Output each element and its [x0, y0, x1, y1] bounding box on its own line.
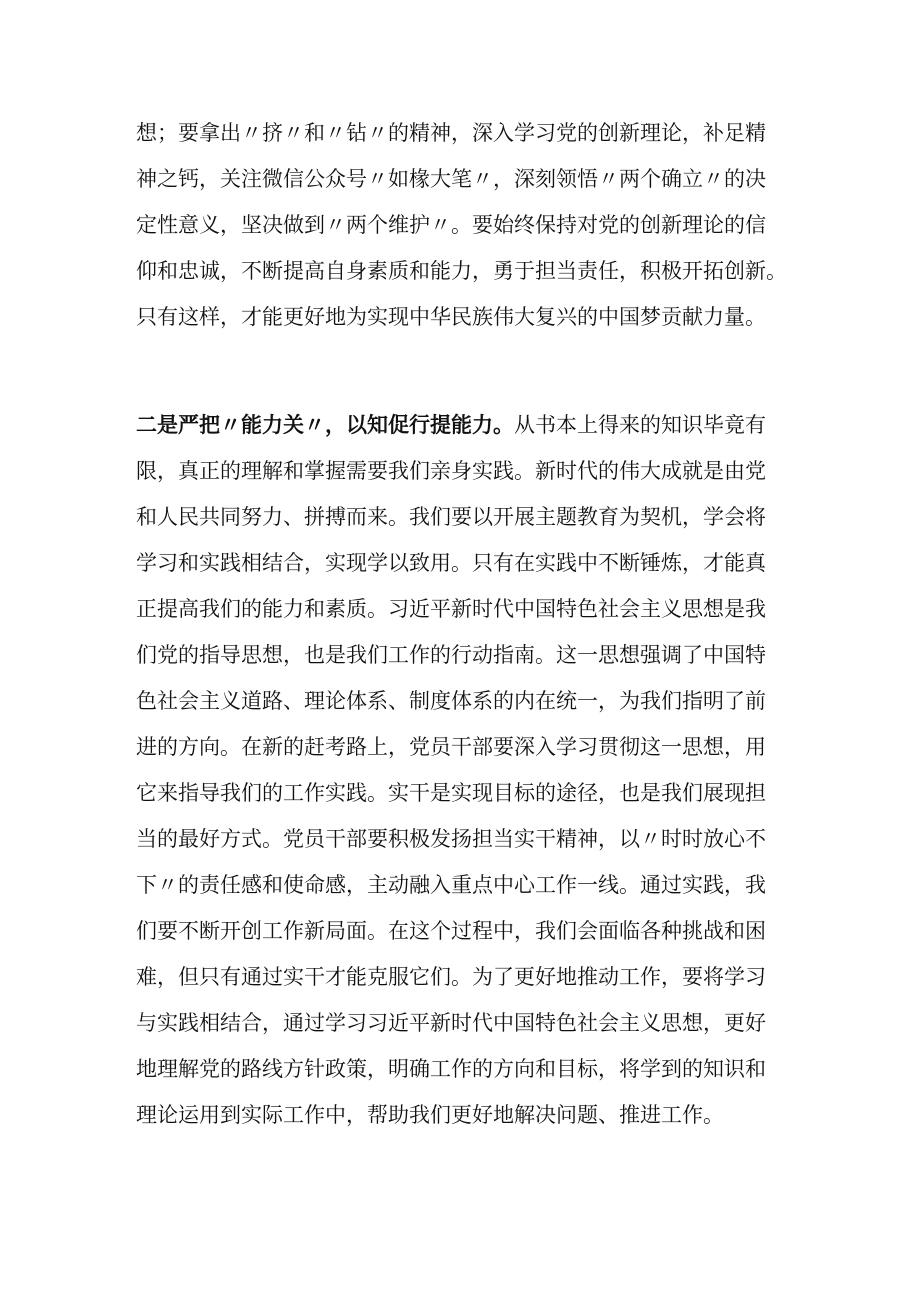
paragraph-2-first-line-rest: 从书本上得来的知识毕竟有: [514, 413, 766, 437]
paragraph-2-line-10: 当的最好方式。党员干部要积极发扬担当实干精神，以〃时时放心不: [136, 827, 766, 851]
paragraph-2-line-1: [136, 402, 806, 448]
paragraph-2-line-15: 地理解党的路线方针政策，明确工作的方向和目标，将学到的知识和: [136, 1057, 766, 1081]
paragraph-2-line-6: 们党的指导思想，也是我们工作的行动指南。这一思想强调了中国特: [136, 643, 766, 667]
paragraph-2-line-3: 和人民共同努力、拼搏而来。我们要以开展主题教育为契机，学会将: [136, 505, 766, 529]
paragraph-2-line-9: 它来指导我们的工作实践。实干是实现目标的途径，也是我们展现担: [136, 781, 766, 805]
paragraph-2-line-13: 难，但只有通过实干才能克服它们。为了更好地推动工作，要将学习: [136, 965, 766, 989]
paragraph-2-line-4: 学习和实践相结合，实现学以致用。只有在实践中不断锤炼，才能真: [136, 551, 766, 575]
paragraph-2-line-7: 色社会主义道路、理论体系、制度体系的内在统一，为我们指明了前: [136, 689, 766, 713]
paragraph-2-line-12: 们要不断开创工作新局面。在这个过程中，我们会面临各种挑战和困: [136, 919, 766, 943]
paragraph-1-line-5: 只有这样，才能更好地为实现中华民族伟大复兴的中国梦贡献力量。: [136, 305, 766, 329]
paragraph-2-heading: 二是严把〃能力关〃，以知促行提能力。: [136, 413, 514, 437]
paragraph-1-line-4: 仰和忠诚，不断提高自身素质和能力，勇于担当责任，积极开拓创新。: [136, 259, 787, 283]
paragraph-1-line-1: 想；要拿出〃挤〃和〃钻〃的精神，深入学习党的创新理论，补足精: [136, 121, 766, 145]
paragraph-1-line-2: 神之钙，关注微信公众号〃如椽大笔〃，深刻领悟〃两个确立〃的决: [136, 167, 766, 191]
paragraph-2-line-11: 下〃的责任感和使命感，主动融入重点中心工作一线。通过实践，我: [136, 873, 766, 897]
paragraph-2-line-14: 与实践相结合，通过学习习近平新时代中国特色社会主义思想，更好: [136, 1011, 766, 1035]
paragraph-1-line-3: 定性意义，坚决做到〃两个维护〃。要始终保持对党的创新理论的信: [136, 213, 766, 237]
paragraph-2-line-5: 正提高我们的能力和素质。习近平新时代中国特色社会主义思想是我: [136, 597, 766, 621]
paragraph-2-line-2: 限，真正的理解和掌握需要我们亲身实践。新时代的伟大成就是由党: [136, 459, 766, 483]
paragraph-2-line-8: 进的方向。在新的赶考路上，党员干部要深入学习贯彻这一思想，用: [136, 735, 766, 759]
paragraph-2-line-16: 理论运用到实际工作中，帮助我们更好地解决问题、推进工作。: [136, 1103, 724, 1127]
